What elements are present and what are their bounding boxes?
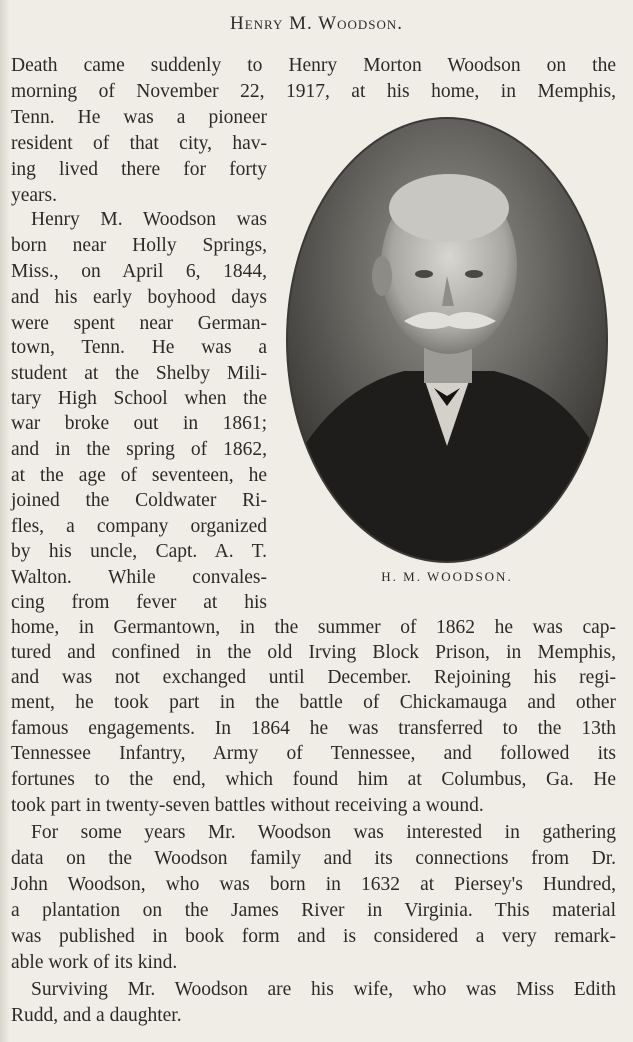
text-line: and his early boyhood days	[11, 287, 267, 308]
text-line: Rudd, and a daughter.	[11, 1005, 182, 1026]
text-line: and was not exchanged until December. Rejoining his regi-	[11, 667, 616, 688]
text-line: student at the Shelby Mili-	[11, 363, 267, 384]
text-line: ing lived there for forty	[11, 159, 267, 180]
text-line: data on the Woodson family and its connections from Dr.	[11, 848, 616, 869]
text-line: Surviving Mr. Woodson are his wife, who was Miss Edith	[31, 979, 616, 1000]
text-line: joined the Coldwater Ri-	[11, 490, 267, 511]
text-line: For some years Mr. Woodson was interested in gathering	[31, 822, 616, 843]
text-line: John Woodson, who was born in 1632 at Piersey's Hundred,	[11, 874, 616, 895]
text-line: were spent near German-	[11, 313, 267, 334]
text-line: cing from fever at his	[11, 592, 267, 613]
text-line: at the age of seventeen, he	[11, 465, 267, 486]
text-line: was published in book form and is considered a very remark-	[11, 926, 616, 947]
photo-caption: H. M. WOODSON.	[381, 569, 513, 584]
text-line: Tennessee Infantry, Army of Tennessee, and followed its	[11, 743, 616, 764]
text-line: Miss., on April 6, 1844,	[11, 261, 267, 282]
text-line: morning of November 22, 1917, at his home, in Memphis,	[11, 81, 616, 102]
text-line: years.	[11, 185, 58, 206]
text-line: famous engagements. In 1864 he was transferred to the 13th	[11, 718, 616, 739]
text-line: ment, he took part in the battle of Chickamauga and other	[11, 692, 616, 713]
text-line: a plantation on the James River in Virginia. This material	[11, 900, 616, 921]
text-line: town, Tenn. He was a	[11, 337, 267, 358]
text-line: tary High School when the	[11, 388, 267, 409]
text-line: Henry M. Woodson was	[31, 209, 267, 230]
text-line: home, in Germantown, in the summer of 1862 he was cap-	[11, 617, 616, 638]
text-line: born near Holly Springs,	[11, 235, 267, 256]
text-line: resident of that city, hav-	[11, 133, 267, 154]
text-line: fles, a company organized	[11, 516, 267, 537]
text-line: took part in twenty-seven battles without receiving a wound.	[11, 795, 484, 816]
text-line: Tenn. He was a pioneer	[11, 107, 267, 128]
article-title: Henry M. Woodson.	[229, 13, 404, 34]
portrait-photo	[284, 116, 610, 564]
text-line: by his uncle, Capt. A. T.	[11, 541, 267, 562]
text-line: and in the spring of 1862,	[11, 439, 267, 460]
text-line: Walton. While convales-	[11, 567, 267, 588]
text-line: war broke out in 1861;	[11, 413, 267, 434]
text-line: fortunes to the end, which found him at Columbus, Ga. He	[11, 769, 616, 790]
text-line: able work of its kind.	[11, 952, 178, 973]
text-line: Death came suddenly to Henry Morton Woodson on the	[11, 55, 616, 76]
page-gutter-shadow	[0, 0, 10, 1042]
text-line: tured and confined in the old Irving Block Prison, in Memphis,	[11, 642, 616, 663]
